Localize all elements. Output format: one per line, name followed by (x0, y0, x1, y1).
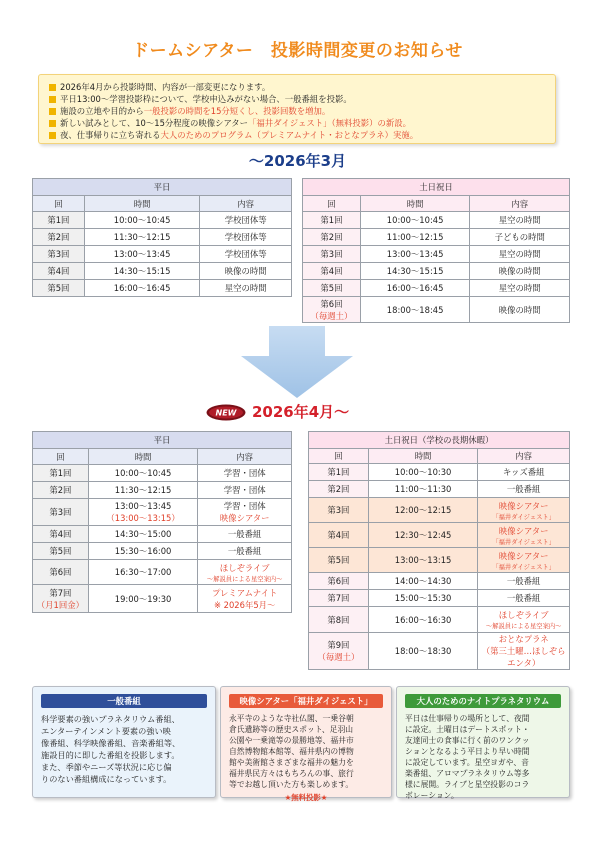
row-content: 学習・団体 (198, 482, 292, 499)
row-content-sub: ※ 2026年5月～ (213, 599, 276, 610)
row-kai: 第2回 (33, 229, 85, 246)
row-content-main: ほしぞライブ (219, 562, 270, 573)
row-content-sub: ～解説員による星空案内～ (206, 575, 283, 583)
notice-text: 平日13:00～学習投影枠について、学校申込みがない場合、一般番組を投影。 (60, 94, 352, 104)
col-header-kai: 回 (33, 196, 85, 212)
table-group-header: 土日祝日（学校の長期休暇） (309, 432, 570, 449)
row-content (478, 548, 570, 573)
info-line: に設定しています。星空ヨガや、音 (405, 758, 529, 767)
row-kai-note: （毎週土） (310, 310, 353, 321)
table-row (33, 465, 292, 482)
row-content-sub: 「福井ダイジェスト」 (492, 538, 556, 546)
table-row (33, 212, 292, 229)
notice-text: 2026年4月から投影時間、内容が一部変更になります。 (60, 82, 271, 92)
table-row (309, 464, 570, 481)
row-time: 10:00～10:30 (368, 464, 478, 481)
row-kai: 第5回 (303, 280, 361, 297)
row-time: 14:30～15:15 (360, 263, 470, 280)
info-box-title: 映像シアター「福井ダイジェスト」 (229, 694, 383, 708)
table-group-header: 平日 (33, 432, 292, 449)
row-kai: 第5回 (309, 548, 369, 573)
row-content-main: プレミアムナイト (212, 587, 278, 598)
row-content: 星空の時間 (470, 212, 570, 229)
before-weekday-table (32, 178, 292, 297)
after-weekend-table (308, 431, 570, 670)
row-content-main: ほしぞライブ (498, 610, 549, 620)
info-line: 様に展開。ライブと星空投影のコラ (405, 780, 530, 789)
col-header-content: 内容 (200, 196, 292, 212)
table-row (303, 246, 570, 263)
col-header-kai: 回 (33, 449, 89, 465)
table-row (309, 573, 570, 590)
table-row (33, 263, 292, 280)
row-kai: 第1回 (33, 465, 89, 482)
row-content: 学校団体等 (200, 246, 292, 263)
info-line: 館や美術館さまざまな福井の魅力を (229, 758, 354, 767)
table-row (33, 482, 292, 499)
info-line: 科学要素の強いプラネタリウム番組、 (41, 714, 180, 724)
col-header-kai: 回 (303, 196, 361, 212)
row-time: 19:00～19:30 (88, 585, 198, 613)
table-row (33, 499, 292, 526)
notice-item (49, 129, 545, 141)
new-badge-text: NEW (215, 408, 237, 418)
row-content: キッズ番組 (478, 464, 570, 481)
row-content-sub: ～解説員による星空案内～ (485, 623, 562, 630)
table-row (309, 548, 570, 573)
bullet-icon (49, 132, 56, 139)
row-time: 16:00～16:45 (84, 280, 200, 297)
col-header-time: 時間 (84, 196, 200, 212)
row-kai: 第3回 (309, 498, 369, 523)
bullet-icon (49, 96, 56, 103)
row-content (198, 585, 292, 613)
info-box-title: 大人のためのナイトプラネタリウム (405, 694, 561, 708)
row-kai: 第3回 (33, 246, 85, 263)
table-row (33, 543, 292, 560)
row-content: 映像の時間 (470, 263, 570, 280)
row-content-main: 映像シアター (498, 500, 549, 511)
table-row (309, 523, 570, 548)
row-time: 18:00～18:45 (360, 297, 470, 323)
info-line: 友達同士の食事に行く前のワンクッ (405, 736, 530, 745)
row-kai: 第4回 (309, 523, 369, 548)
row-time: 11:30～12:15 (84, 229, 200, 246)
row-time (88, 499, 198, 526)
info-box-body (41, 713, 207, 785)
row-content: 子どもの時間 (470, 229, 570, 246)
row-kai (303, 297, 361, 323)
row-content-main: 映像シアター (498, 550, 549, 561)
row-content: 星空の時間 (470, 246, 570, 263)
row-content (478, 633, 570, 670)
row-time: 18:00～18:30 (368, 633, 478, 670)
row-content (478, 523, 570, 548)
row-content: 一般番組 (478, 481, 570, 498)
row-kai: 第2回 (303, 229, 361, 246)
table-row (303, 212, 570, 229)
row-content (198, 560, 292, 585)
row-kai: 第1回 (309, 464, 369, 481)
row-content: 学校団体等 (200, 212, 292, 229)
bullet-icon (49, 84, 56, 91)
row-content (198, 499, 292, 526)
notice-text: 新しい試みとして、10～15分程度の映像シアター (60, 118, 249, 128)
notice-highlight: 一般投影の時間を15分短くし、投影回数を増加。 (143, 106, 331, 116)
period-heading-after: 2026年4月～ (252, 403, 350, 421)
page-title: ドームシアター 投影時間変更のお知らせ (132, 41, 463, 61)
info-line: 施設目的に即した番組を投影します。 (41, 750, 180, 760)
row-content: 一般番組 (478, 590, 570, 607)
notice-item (49, 105, 545, 117)
table-row (33, 280, 292, 297)
row-time: 10:00～10:45 (360, 212, 470, 229)
col-header-content: 内容 (198, 449, 292, 465)
row-time: 14:00～14:30 (368, 573, 478, 590)
info-line: 福井県民方々はもちろんの事、旅行 (229, 769, 354, 778)
row-kai: 第4回 (33, 526, 89, 543)
row-kai: 第3回 (33, 499, 89, 526)
col-header-content: 内容 (478, 449, 570, 464)
row-time: 14:30～15:15 (84, 263, 200, 280)
table-row (33, 560, 292, 585)
row-content: 学校団体等 (200, 229, 292, 246)
table-group-header: 土日祝日 (303, 179, 570, 196)
info-line: 平日は仕事帰りの場所として、夜間 (405, 714, 530, 723)
notice-box (38, 74, 556, 144)
row-time: 11:30～12:15 (88, 482, 198, 499)
row-content: 映像の時間 (200, 263, 292, 280)
table-group-header: 平日 (33, 179, 292, 196)
row-content: 星空の時間 (200, 280, 292, 297)
info-box-body (405, 713, 561, 801)
row-kai (309, 633, 369, 670)
row-content (478, 498, 570, 523)
row-time: 12:00～12:15 (368, 498, 478, 523)
row-kai: 第2回 (309, 481, 369, 498)
notice-text: 施設の立地や目的から (60, 106, 144, 116)
row-content: 学習・団体 (198, 465, 292, 482)
row-kai: 第5回 (33, 543, 89, 560)
row-kai: 第3回 (303, 246, 361, 263)
info-line: に設定。土曜日はデートスポット・ (405, 725, 530, 734)
row-kai: 第6回 (33, 560, 89, 585)
row-content: 一般番組 (478, 573, 570, 590)
col-header-content: 内容 (470, 196, 570, 212)
row-time: 14:30～15:00 (88, 526, 198, 543)
info-line: 倉氏遺跡等の歴史スポット、足羽山 (229, 725, 354, 734)
row-content-sub: 「福井ダイジェスト」 (492, 563, 556, 571)
row-time: 16:30～17:00 (88, 560, 198, 585)
row-content-main: 学習・団体 (223, 501, 266, 511)
new-badge (206, 404, 246, 421)
notice-highlight: 「福井ダイジェスト」（無料投影）の新設。 (248, 118, 412, 128)
row-time: 10:00～10:45 (84, 212, 200, 229)
row-time: 13:00～13:45 (360, 246, 470, 263)
info-line: 等でお越し頂いた方も楽しめます。 (229, 780, 354, 789)
row-content: 映像の時間 (470, 297, 570, 323)
row-kai: 第4回 (303, 263, 361, 280)
row-kai: 第2回 (33, 482, 89, 499)
table-row (309, 607, 570, 633)
row-kai: 第7回 (309, 590, 369, 607)
free-screening-label: ★無料投影★ (284, 793, 328, 802)
row-time: 10:00～10:45 (88, 465, 198, 482)
info-box-theater (220, 686, 392, 802)
row-kai-label: 第9回 (327, 640, 350, 650)
notice-item (49, 93, 545, 105)
row-content-main: おとなプラネ (498, 634, 549, 644)
info-line: ションとなるよう平日より早い時間 (405, 747, 530, 756)
row-content-sub: 「福井ダイジェスト」 (492, 513, 556, 521)
row-time: 13:00～13:15 (368, 548, 478, 573)
row-kai: 第4回 (33, 263, 85, 280)
row-kai: 第1回 (33, 212, 85, 229)
info-line: 公園や一乗滝等の景勝地等、福井市 (229, 736, 354, 745)
row-content-sub: 映像シアター (219, 513, 270, 523)
row-content-main: 映像シアター (498, 525, 549, 536)
col-header-time: 時間 (360, 196, 470, 212)
col-header-time: 時間 (88, 449, 198, 465)
table-row (303, 297, 570, 323)
info-line: エンターテインメント要素の強い映 (41, 726, 171, 736)
row-content-sub: （第三土曜…ほしぞら (481, 646, 566, 656)
info-line: ボレーション。 (405, 791, 459, 800)
row-kai-label: 第6回 (320, 298, 343, 309)
notice-item (49, 81, 545, 93)
row-content-sub: エンタ） (507, 658, 541, 668)
row-kai: 第8回 (309, 607, 369, 633)
row-time: 13:00～13:45 (84, 246, 200, 263)
row-kai-label: 第7回 (49, 587, 72, 598)
info-box-title: 一般番組 (41, 694, 207, 708)
table-row (309, 590, 570, 607)
row-kai: 第5回 (33, 280, 85, 297)
table-row (309, 481, 570, 498)
bullet-icon (49, 108, 56, 115)
row-kai-note: （月1回金） (36, 599, 84, 610)
table-row (33, 526, 292, 543)
table-row (303, 280, 570, 297)
info-line: 自然博物館本館等、福井県内の博物 (229, 747, 354, 756)
bullet-icon (49, 120, 56, 127)
row-time: 11:00～12:15 (360, 229, 470, 246)
row-content: 星空の時間 (470, 280, 570, 297)
row-kai: 第1回 (303, 212, 361, 229)
row-time: 12:30～12:45 (368, 523, 478, 548)
notice-item (49, 117, 545, 129)
down-arrow-icon (241, 326, 353, 398)
row-time-sub: （13:00～13:15） (106, 513, 180, 523)
row-content (478, 607, 570, 633)
row-time: 11:00～11:30 (368, 481, 478, 498)
after-weekday-table (32, 431, 292, 613)
col-header-kai: 回 (309, 449, 369, 464)
row-time: 16:00～16:30 (368, 607, 478, 633)
period-heading-before: ～2026年3月 (248, 152, 347, 170)
row-content: 一般番組 (198, 543, 292, 560)
info-line: 像番組、科学映像番組、音楽番組等、 (41, 738, 181, 748)
table-row (309, 633, 570, 670)
row-content: 一般番組 (198, 526, 292, 543)
info-line: また、季節やニーズ等状況に応じ偏 (41, 762, 172, 772)
notice-highlight: 大人のためのプログラム（プレミアムナイト・おとなプラネ）実施。 (160, 130, 419, 140)
before-weekend-table (302, 178, 570, 323)
notice-text: 夜、仕事帰りに立ち寄れる (60, 130, 161, 140)
info-line: 永平寺のような寺社仏閣、一乗谷朝 (229, 714, 354, 723)
table-row (309, 498, 570, 523)
row-kai: 第6回 (309, 573, 369, 590)
info-line: 楽番組、アロマプラネタリウム等多 (405, 769, 530, 778)
table-row (303, 263, 570, 280)
row-time: 15:30～16:00 (88, 543, 198, 560)
row-time: 15:00～15:30 (368, 590, 478, 607)
table-row (33, 229, 292, 246)
info-box-night (396, 686, 570, 798)
row-kai (33, 585, 89, 613)
row-time-main: 13:00～13:45 (114, 501, 172, 511)
row-kai-note: （毎週土） (317, 652, 360, 662)
table-row (33, 585, 292, 613)
info-box-general (32, 686, 216, 798)
info-line: りのない番組構成になっています。 (41, 774, 172, 784)
row-time: 16:00～16:45 (360, 280, 470, 297)
col-header-time: 時間 (368, 449, 478, 464)
table-row (33, 246, 292, 263)
info-box-body (229, 713, 383, 790)
table-row (303, 229, 570, 246)
